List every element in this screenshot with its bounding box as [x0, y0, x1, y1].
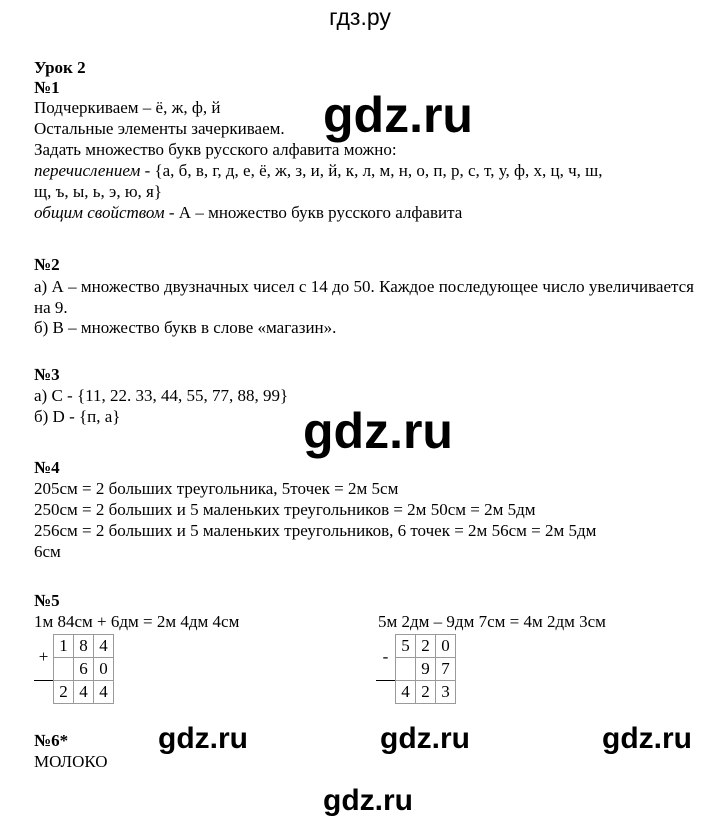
task3-number: №3 [34, 365, 60, 384]
task3-b: б) D - {п, а} [34, 407, 121, 426]
calc-blank [376, 681, 396, 704]
task1-line2: Остальные элементы зачеркиваем. [34, 119, 285, 138]
task5-left-expr: 1м 84см + 6дм = 2м 4дм 4см [34, 612, 240, 631]
task1-number: №1 [34, 78, 60, 97]
calc-cell: 2 [416, 635, 436, 658]
task5-number: №5 [34, 591, 60, 610]
watermark: gdz.ru [602, 722, 692, 755]
lesson-title: Урок 2 [34, 58, 86, 77]
task1-line1: Подчеркиваем – ё, ж, ф, й [34, 98, 221, 117]
watermark: gdz.ru [303, 403, 453, 459]
watermark: gdz.ru [158, 722, 248, 755]
calc-cell: 7 [436, 658, 456, 681]
task3-a: а) С - {11, 22. 33, 44, 55, 77, 88, 99} [34, 386, 289, 405]
site-header: гдз.ру [329, 4, 391, 30]
calc-cell: 6 [74, 658, 94, 681]
calc-cell: 8 [74, 635, 94, 658]
calc-cell: 4 [94, 635, 114, 658]
watermark: gdz.ru [323, 784, 413, 817]
task4-number: №4 [34, 458, 60, 477]
task2-a: а) А – множество двузначных чисел с 14 до 50. Каждое последующее число увеличивается на 9. [34, 277, 694, 317]
task2-b: б) В – множество букв в слове «магазин». [34, 318, 337, 337]
watermark: gdz.ru [323, 87, 473, 143]
task4-line4: 6см [34, 542, 61, 561]
calc-blank [34, 681, 54, 704]
task6-number: №6* [34, 731, 69, 750]
plus-sign: + [38, 647, 49, 667]
calc-result-cell: 4 [74, 681, 94, 704]
calc-cell: 0 [94, 658, 114, 681]
calc-result-cell: 4 [396, 681, 416, 704]
watermark: gdz.ru [380, 722, 470, 755]
calc-result-cell: 2 [54, 681, 74, 704]
task1-enum-line2: щ, ъ, ы, ь, э, ю, я} [34, 182, 163, 201]
task1-prop-line [34, 203, 462, 223]
calc-cell: 5 [396, 635, 416, 658]
prop-text: - А – множество букв русского алфавита [164, 203, 463, 222]
calc-cell: 0 [436, 635, 456, 658]
calc-result-cell: 2 [416, 681, 436, 704]
task4-line1: 205см = 2 больших треугольника, 5точек = 2м 5см [34, 479, 399, 498]
calc-result-cell: 4 [94, 681, 114, 704]
task6-answer: МОЛОКО [34, 752, 108, 771]
calc-cell [396, 658, 416, 681]
left-column-calc [34, 634, 114, 704]
calc-cell: 9 [416, 658, 436, 681]
task5-right-expr: 5м 2дм – 9дм 7см = 4м 2дм 3см [378, 612, 606, 631]
prop-label: общим свойством [34, 203, 165, 222]
calc-cell: 1 [54, 635, 74, 658]
task1-line3: Задать множество букв русского алфавита можно: [34, 140, 397, 159]
task4-line3: 256см = 2 больших и 5 маленьких треугольников, 6 точек = 2м 56см = 2м 5дм [34, 521, 597, 540]
calc-result-cell: 3 [436, 681, 456, 704]
right-column-calc [376, 634, 456, 704]
task2-number: №2 [34, 255, 60, 274]
enum-text: - {а, б, в, г, д, е, ё, ж, з, и, й, к, л, м, н, о, п, р, с, т, у, ф, х, ц, ч, ш, [140, 161, 603, 180]
task1-enum-line [34, 161, 603, 181]
minus-sign: - [382, 647, 389, 667]
task4-line2: 250см = 2 больших и 5 маленьких треугольников = 2м 50см = 2м 5дм [34, 500, 536, 519]
calc-cell [54, 658, 74, 681]
enum-label: перечислением [34, 161, 141, 180]
